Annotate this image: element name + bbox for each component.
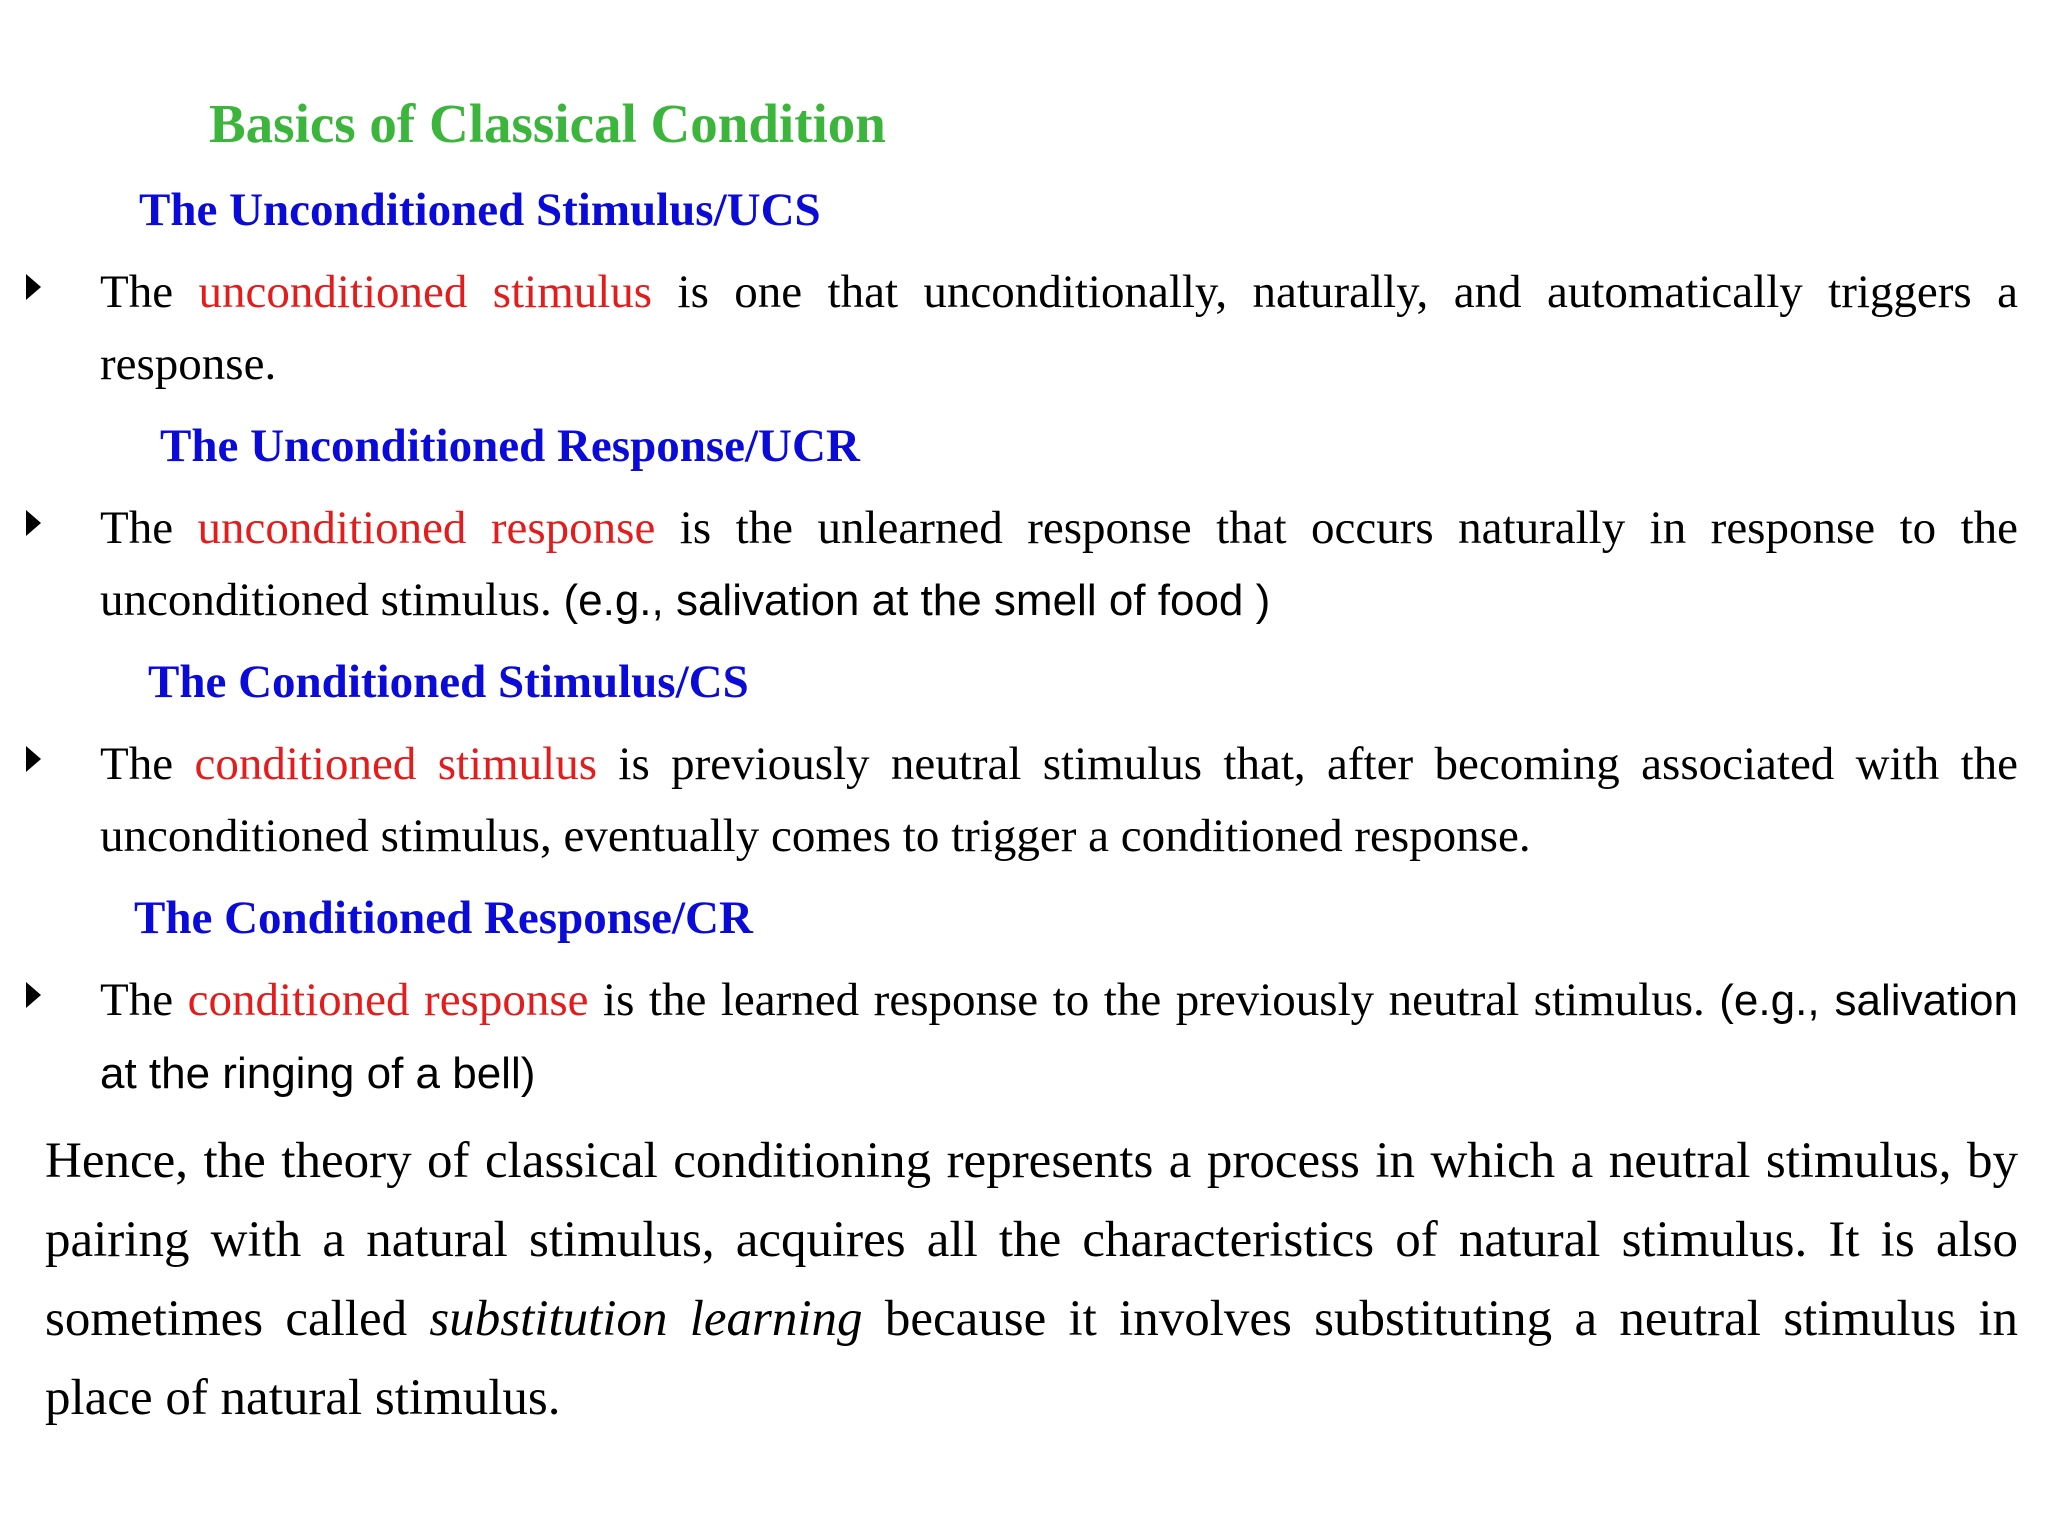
triangle-right-icon <box>26 982 41 1008</box>
key-term: conditioned stimulus <box>194 738 598 790</box>
triangle-right-icon <box>26 274 41 300</box>
heading-cr: The Conditioned Response/CR <box>134 892 753 944</box>
heading-ucs: The Unconditioned Stimulus/UCS <box>139 184 821 236</box>
bullet-prefix: The <box>100 266 174 318</box>
heading-cs: The Conditioned Stimulus/CS <box>148 656 749 708</box>
key-term: unconditioned response <box>197 502 656 554</box>
definition-text: is previously neutral stimulus that, after becoming associated with the unconditioned stimulus, eventually comes to trigger a conditioned response. <box>100 738 2019 862</box>
triangle-right-icon <box>26 746 41 772</box>
definition-text: is the unlearned response that occurs naturally in response to the unconditioned stimulus. <box>100 502 2018 626</box>
conclusion-text: Hence, the theory of classical conditioning represents a process in which a neutral stimulus, by pairing with a natural stimulus, acquires all the characteristics of natural stimulus. It is also sometimes called <box>45 1133 2018 1347</box>
bullet-prefix: The <box>100 502 174 554</box>
triangle-right-icon <box>26 510 41 536</box>
key-term: conditioned response <box>187 974 589 1026</box>
emphasis-term: substitution learning <box>429 1291 863 1347</box>
definition-text: is one that unconditionally, naturally, and automatically triggers a response. <box>100 266 2018 390</box>
heading-ucr: The Unconditioned Response/UCR <box>160 420 860 472</box>
definition-text: is the learned response to the previously neutral stimulus. <box>603 974 1705 1026</box>
slide-title: Basics of Classical Condition <box>209 93 886 154</box>
example-text: (e.g., salivation at the ringing of a bell) <box>100 976 2018 1098</box>
conclusion-paragraph <box>45 1122 2018 1438</box>
key-term: unconditioned stimulus <box>198 266 653 318</box>
bullet-text <box>100 256 2018 400</box>
example-text: (e.g., salivation at the smell of food ) <box>563 576 1271 625</box>
bullet-text <box>100 728 2018 872</box>
bullet-prefix: The <box>100 738 174 790</box>
bullet-text <box>100 492 2018 637</box>
bullet-prefix: The <box>100 974 174 1026</box>
conclusion-text-end: because it involves substituting a neutral stimulus in place of natural stimulus. <box>45 1291 2018 1426</box>
bullet-text <box>100 964 2018 1110</box>
